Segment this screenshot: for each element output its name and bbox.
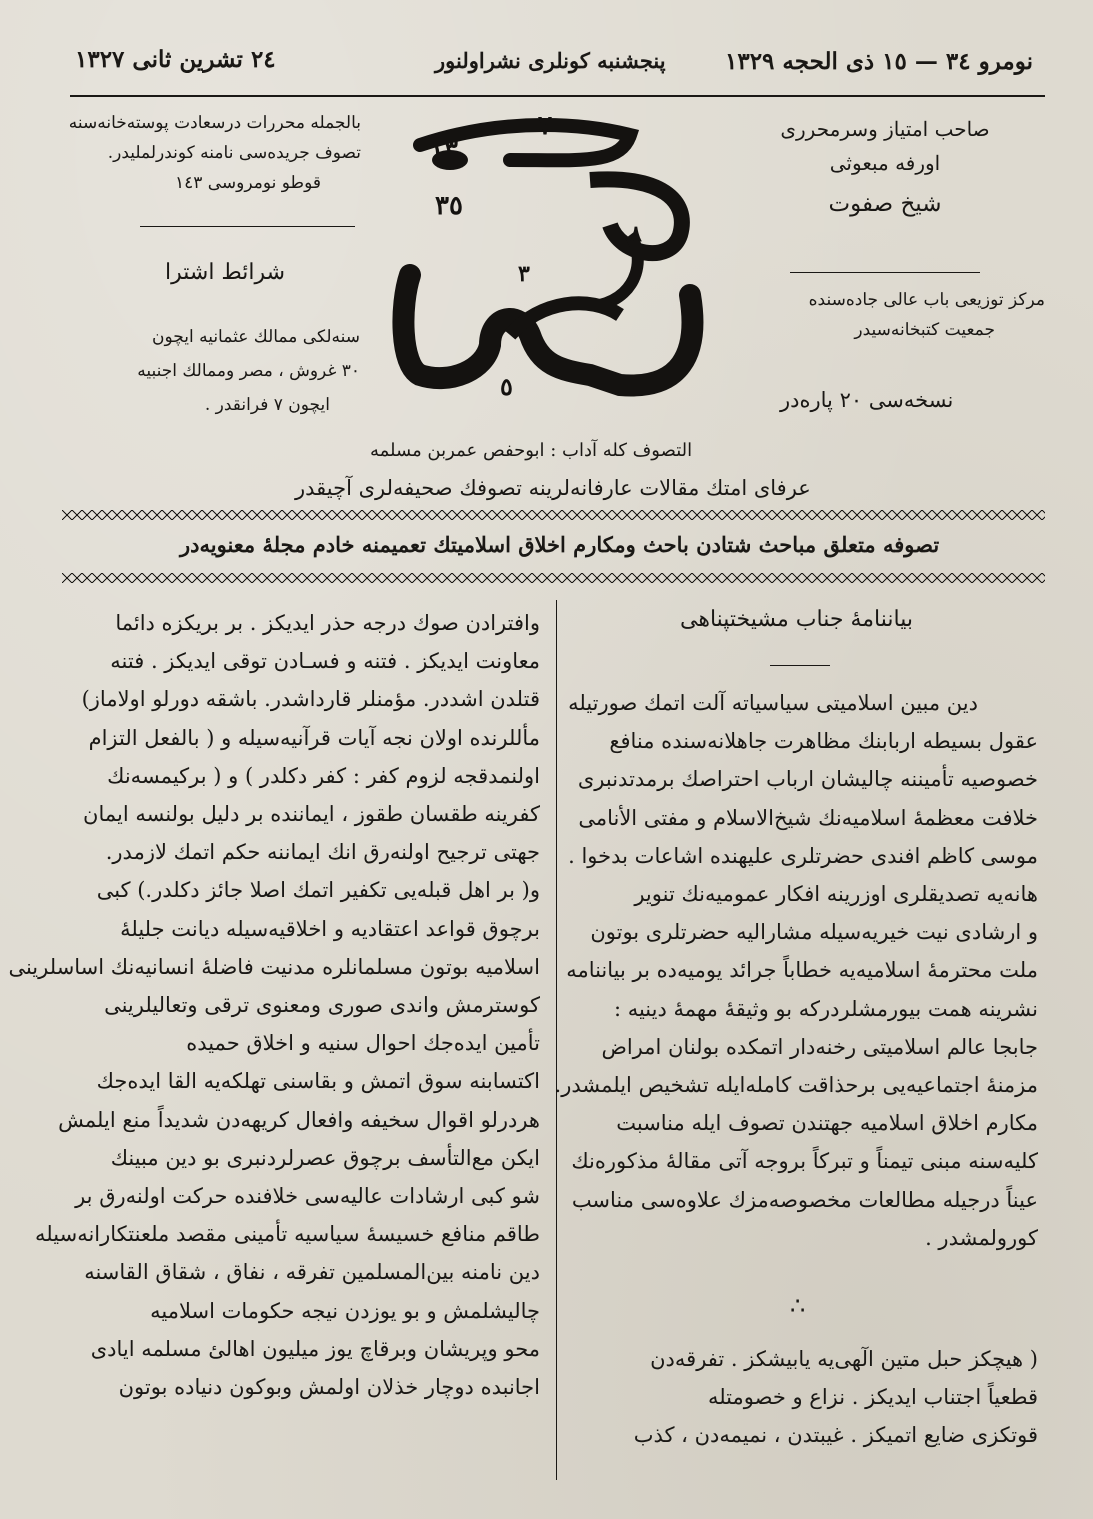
- section-separator: ∴: [790, 1292, 806, 1320]
- postal-line: تصوف جريده‌سی نامنه كوندرلمليدر.: [107, 143, 361, 163]
- text-line: قطعياً اجتناب ايديكز . نزاع و خصومتله: [707, 1385, 1038, 1410]
- motto-line-1: التصوف كله آداب : ابوحفص عمربن مسلمه: [370, 440, 693, 461]
- logo-small-letter: ٥: [500, 372, 513, 401]
- text-line: و( بر اهل قبله‌يی تكفير اتمك اصلا جائز دكلدر.) كبی: [96, 878, 540, 903]
- logo-small-letter: ٣: [518, 261, 530, 287]
- logo-small-letter: ١٣: [430, 135, 458, 165]
- text-line: موسی كاظم افندی حضرتلری عليهنده اشاعات بدخوا .: [568, 843, 1038, 868]
- text-line: خصوصيه تأمیننه چاليشان ارباب احتراصك برمدتدنبری: [577, 767, 1038, 792]
- text-line: طاقم منافع خسيسۀ سياسيه تأمينی مقصد ملعنتكارانه‌سيله: [35, 1222, 540, 1247]
- subscription-line: ايچون ٧ فرانقدر .: [204, 395, 330, 415]
- text-line: اسلاميه بوتون مسلمانلره مدنيت فاضلۀ انسانيه‌نك اساسلرينی: [8, 954, 540, 979]
- top-rule: [70, 95, 1045, 97]
- subscription-line: ٣٠ غروش ، مصر وممالك اجنبيه: [137, 361, 360, 381]
- text-line: معاونت ايديكز . فتنه و فسـادن توقی ايديكز . فتنه: [110, 649, 540, 674]
- text-line: ايكن مع‌التأسف برچوق عصرلردنبری بو دين مبينك: [110, 1145, 540, 1170]
- postal-notice: [61, 108, 361, 198]
- masthead-logo: [390, 105, 720, 425]
- left-column-text: [8, 604, 540, 1406]
- right-box-rule: [790, 272, 980, 273]
- text-line: برچوق قواعد اعتقاديه و اخلاقيه‌سيله ديانت جليلۀ: [120, 916, 540, 941]
- postal-line: قوطو نومروسی ١٤٣: [174, 173, 321, 193]
- subscription-line: سنه‌لكی ممالك عثمانیه ايچون: [151, 327, 360, 347]
- zigzag-rule: [62, 573, 1045, 583]
- text-line: قتلدن اشددر. مؤمنلر قارداشدر. باشقه دورلو اولاماز): [81, 687, 540, 712]
- logo-small-letter: ٣٥: [435, 191, 463, 221]
- logo-small-letter: ٨: [630, 221, 642, 247]
- distribution-block: [735, 285, 1045, 345]
- text-line: چاليشلمش و بو يوزدن نيجه حكومات اسلاميه: [150, 1298, 540, 1323]
- text-line: هردرلو اقوال سخيفه وافعال كريهه‌دن شديداً منع ايلمش: [58, 1107, 540, 1132]
- motto-line-2: عرفای امتك مقالات عارفانه‌لرينه تصوفك صحيفه‌لری آچيقدر: [295, 476, 811, 500]
- right-column-text: [554, 684, 1038, 1257]
- subscription-terms: [60, 320, 360, 422]
- text-line: جهتی ترجيح اولنه‌رق انك ايماننه حكم اتمك لازمدر.: [105, 840, 540, 865]
- text-line: و ارشادی نيت خيريه‌سيله مشاراليه حضرتلری بوتون: [590, 920, 1038, 945]
- banner: تصوفه متعلق مباحث شتادن باحث ومكارم اخلاق اسلاميتك تعميمنه خادم مجلۀ معنويه‌در: [180, 532, 940, 557]
- text-line: اجانبده دوچار خذلان اولمش وبوكون دنياده بوتون: [118, 1375, 540, 1400]
- article-heading: بياننامۀ جناب مشيختپناهی: [680, 607, 913, 632]
- text-line: اولنمدقجه لزوم كفر : كفر دكلدر ) و ( بركيمسه‌نك: [107, 763, 540, 788]
- text-line: تأمين ايده‌جك احوال سنيه و اخلاق حميده: [186, 1031, 540, 1056]
- text-line: عيناً درجيله مطالعات مخصوصه‌مزك علاوه‌سی مناسب: [571, 1187, 1038, 1212]
- issue-number: نومرو ٣٤ — ١٥ ذی الحجه ١٣٢٩: [725, 48, 1033, 75]
- text-line: محو وپريشان وبرقاچ يوز ميليون اهالئ مسلمه ايادی: [90, 1336, 540, 1361]
- text-line: اكتسابنه سوق اتمش و بقاسنی تهلكه‌يه القا ايده‌جك: [96, 1069, 540, 1094]
- logo-small-letter: ٧: [538, 111, 552, 141]
- text-line: نشرينه همت بيورمشلردركه بو وثيقۀ مهمۀ دينيه :: [613, 996, 1038, 1021]
- text-line: كليه‌سنه مبنی تيمناً و تبركاً بروجه آتی مقالۀ مذكوره‌نك: [571, 1149, 1038, 1174]
- right-column-text-2: [568, 1340, 1038, 1455]
- text-line: دين مبين اسلاميتی سياسياته آلت اتمك صورتيله: [568, 691, 978, 715]
- text-line: دين نامنه بين‌المسلمين تفرقه ، نفاق ، شقاق القاسنه: [84, 1260, 540, 1285]
- text-line: مزمنۀ اجتماعيه‌يی برحذاقت كامله‌ايله تشخيص ايلمشدر.: [554, 1073, 1038, 1098]
- text-line: قوتكزی ضايع اتميكز . غيبتدن ، نميمه‌دن ، كذب: [633, 1423, 1038, 1448]
- text-line: كوسترمش واندی صوری ومعنوی ترقی وتعاليلرينی: [104, 993, 540, 1018]
- price: نسخه‌سی ٢٠ پاره‌در: [780, 388, 954, 412]
- left-box-rule: [140, 226, 355, 227]
- owner-line: اورفه مبعوثی: [829, 151, 941, 175]
- postal-line: بالجمله محررات درسعادت پوسته‌خانه‌سنه: [68, 113, 361, 133]
- owner-name: شيخ صفوت: [828, 191, 942, 217]
- zigzag-rule: [62, 510, 1045, 520]
- owner-line: صاحب امتياز وسرمحرری: [780, 117, 990, 141]
- subscription-title: شرائط اشترا: [165, 260, 286, 285]
- text-line: مأللرنده اولان نجه آيات قرآنيه‌سيله و ( بالفعل التزام: [88, 725, 540, 750]
- text-line: كورولمشدر .: [925, 1225, 1038, 1250]
- text-line: كفرينه طقسان طقوز ، ايماننده بر دليل بولنسه ايمان: [83, 802, 540, 827]
- owner-block: [740, 112, 1030, 228]
- text-line: هانه‌يه تصديقلری اوزرينه افكار عموميه‌نك تنوير: [634, 882, 1038, 907]
- distribution-line: مركز توزيعی باب عالی جاده‌سنده: [808, 290, 1045, 310]
- text-line: ( هيچكز حبل متين الٓهی‌يه يابيشكز . تفرقه‌دن: [650, 1347, 1038, 1371]
- text-line: مكارم اخلاق اسلاميه جهتندن تصوف ايله مناسبت: [616, 1111, 1038, 1136]
- text-line: عقول بسيطه اربابنك مظاهرت جاهلانه‌سنده منافع: [609, 729, 1038, 754]
- date-rumi: ٢٤ تشرين ثانی ١٣٢٧: [75, 46, 276, 73]
- column-divider: [556, 600, 557, 1480]
- text-line: وافترادن صوك درجه حذر ايديكز . بر بريكزه دائما: [115, 611, 540, 635]
- publication-day: پنجشنبه كونلری نشراولنور: [435, 48, 666, 73]
- text-line: جابجا عالم اسلاميتی رخنه‌دار اتمكده بولنان امراض: [601, 1034, 1038, 1059]
- distribution-line: جمعيت كتبخانه‌سيدر: [854, 320, 995, 340]
- text-line: ملت محترمۀ اسلاميه‌يه خطاباً جرائد يوميه‌ده بر بياننامه: [566, 958, 1038, 983]
- text-line: شو كبی ارشادات عاليه‌سی خلافنده حركت اولنه‌رق بر: [75, 1184, 540, 1209]
- heading-rule: [770, 665, 830, 666]
- text-line: خلافت معظمۀ اسلاميه‌نك شيخ‌الاسلام و مفتی الأنامی: [578, 805, 1038, 830]
